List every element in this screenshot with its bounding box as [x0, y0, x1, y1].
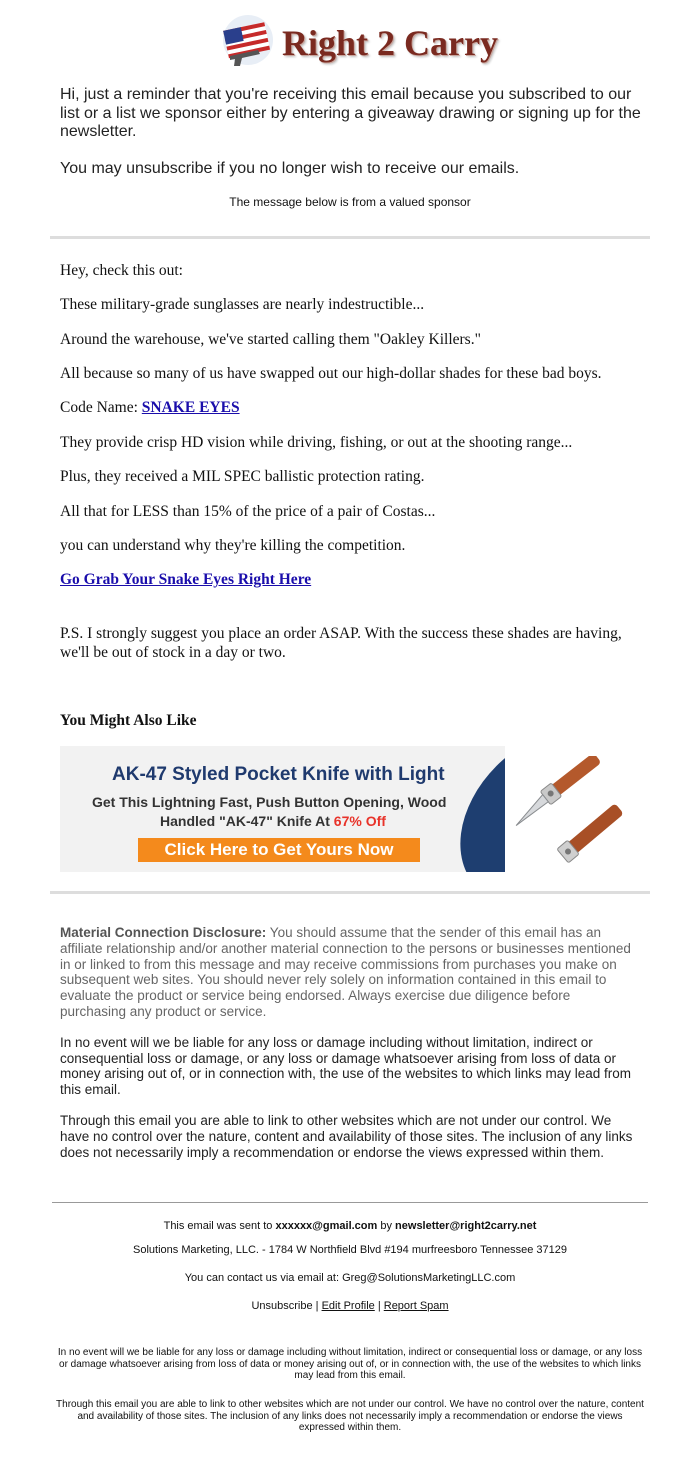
banner-title: AK-47 Styled Pocket Knife with Light [112, 764, 445, 785]
cta-line [60, 571, 311, 589]
message-line: Around the warehouse, we've started calling them "Oakley Killers." [60, 331, 481, 348]
footer-liability: In no event will we be liable for any loss or damage including without limitation, indirect or consequential loss or damage, or any loss or damage whatsoever arising from loss of data or money arising out of, or in connection with, the use of the websites to which links may lead from this email. [57, 1347, 643, 1381]
footer-links-notice: Through this email you are able to link to other websites which are not under our control. We have no control over the nature, content and availability of those sites. The inclusion of any links does not necessarily imply a recommendation or endorse the views expressed within them. [56, 1399, 644, 1433]
message-line: They provide crisp HD vision while driving, fishing, or out at the shooting range... [60, 434, 573, 451]
message-line: you can understand why they're killing the competition. [60, 537, 406, 554]
unsubscribe-link[interactable]: Unsubscribe [251, 1300, 313, 1312]
banner-discount: 67% Off [333, 813, 386, 829]
sent-by: by [377, 1220, 396, 1232]
footer-links [0, 1300, 700, 1312]
edit-profile-link[interactable]: Edit Profile [321, 1300, 375, 1312]
link-separator: | [374, 1300, 384, 1312]
contact-line: You can contact us via email at: Greg@SolutionsMarketingLLC.com [184, 1272, 516, 1284]
banner-offer-text: Handled "AK-47" Knife At [160, 813, 334, 829]
snake-eyes-link[interactable]: SNAKE EYES [141, 399, 240, 416]
liability-notice: In no event will we be liable for any loss or damage including without limitation, indirect or consequential loss or damage, or any loss or damage whatsoever arising from loss of data or money arising out of, or in connection with, the use of the websites to which links may lead from this email. [60, 1034, 632, 1098]
pocket-knife-icon [515, 756, 635, 864]
intro-block [60, 86, 650, 178]
message-greeting: Hey, check this out: [60, 262, 183, 279]
disclosure-label: Material Connection Disclosure: [60, 925, 267, 940]
divider [50, 236, 650, 239]
footer-divider [52, 1202, 648, 1203]
code-name-line [60, 399, 240, 417]
message-line: All because so many of us have swapped out our high-dollar shades for these bad boys. [60, 365, 602, 382]
intro-reminder: Hi, just a reminder that you're receiving this email because you subscribed to our list or a list we sponsor either by entering a giveaway drawing or signing up for the newsletter. [60, 86, 641, 140]
postscript: P.S. I strongly suggest you place an order ASAP. With the success these shades are having, we'll be out of stock in a day or two. [60, 625, 622, 661]
sponsor-note: The message below is from a valued sponsor [229, 195, 471, 209]
external-links-notice: Through this email you are able to link to other websites which are not under our control. We have no control over the nature, content and availability of those sites. The inclusion of any links does not necessarily imply a recommendation or endorse the views expressed within them. [60, 1112, 633, 1160]
disclosure-block [60, 925, 640, 1175]
banner-cta-button[interactable]: Click Here to Get Yours Now [138, 838, 420, 862]
company-address: Solutions Marketing, LLC. - 1784 W Northfield Blvd #194 murfreesboro Tennessee 37129 [133, 1244, 567, 1256]
knife-banner-ad[interactable] [60, 746, 640, 872]
flag-pistol-icon [220, 14, 276, 70]
also-like-heading: You Might Also Like [60, 712, 197, 729]
banner-offer [160, 813, 386, 829]
sender-email: newsletter@right2carry.net [395, 1220, 537, 1232]
disclosure-text: You should assume that the sender of this email has an affiliate relationship and/or another material connection to the persons or businesses mentioned in or linked to from this message and may receive commissions from purchases you make on subsequent web sites. You should never rely solely on information contained in this email to evaluate the product or service being endorsed. Always exercise due diligence before purchasing any product or service. [60, 925, 631, 1019]
grab-snake-eyes-link[interactable]: Go Grab Your Snake Eyes Right Here [60, 571, 312, 588]
material-disclosure [60, 925, 640, 1020]
intro-unsubscribe-note: You may unsubscribe if you no longer wish to receive our emails. [60, 159, 520, 177]
sent-prefix: This email was sent to [163, 1220, 276, 1232]
divider [50, 891, 650, 894]
message-line: Plus, they received a MIL SPEC ballistic protection rating. [60, 468, 425, 485]
link-separator: | [312, 1300, 322, 1312]
report-spam-link[interactable]: Report Spam [383, 1300, 449, 1312]
recipient-email: xxxxxx@gmail.com [275, 1220, 378, 1232]
banner-subtitle: Get This Lightning Fast, Push Button Opening, Wood [92, 794, 447, 810]
sent-to-line [0, 1220, 700, 1232]
right2carry-logo[interactable] [218, 10, 498, 72]
code-name-label: Code Name: [60, 399, 142, 416]
message-line: These military-grade sunglasses are nearly indestructible... [60, 296, 425, 313]
message-line: All that for LESS than 15% of the price of a pair of Costas... [60, 503, 436, 520]
logo-text: Right 2 Carry [282, 23, 498, 63]
